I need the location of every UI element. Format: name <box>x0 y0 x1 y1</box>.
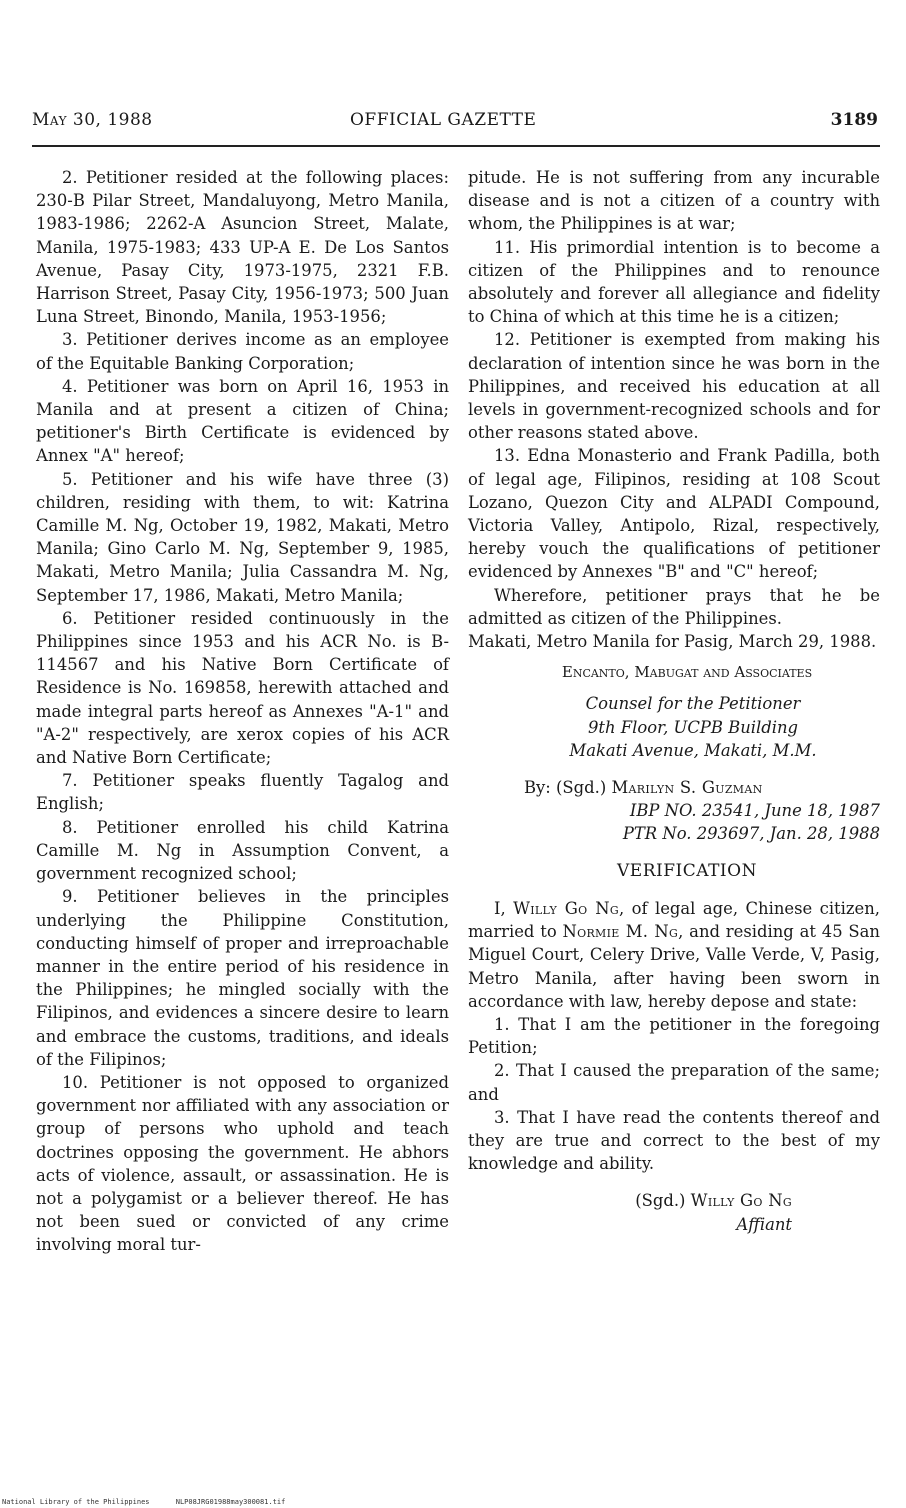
counsel-address-line: Makati Avenue, Makati, M.M. <box>569 740 817 760</box>
verification-title: VERIFICATION <box>617 860 757 881</box>
paragraph-3: 3. Petitioner derives income as an employee of the Equitable Banking Corporation; <box>36 330 449 373</box>
paragraph-2: 2. Petitioner resided at the following places: 230-B Pilar Street, Mandaluyong, Metro Manila, 1983-1986; 2262-A Asuncion Street, Malate, Manila, 1975-1983; 433 UP-A E. De Los Santos Avenue, Pasay City, 1973-1975, 2321 F.B. Harrison Street, Pasay City, 1956-1973; 500 Juan Luna Street, Binondo, Manila, 1953-1956; <box>36 168 449 327</box>
page-header <box>32 110 878 134</box>
sig-label: (Sgd.) <box>635 1191 686 1211</box>
paragraph-8: 8. Petitioner enrolled his child Katrina Camille M. Ng in Assumption Convent, a government recognized school; <box>36 817 449 884</box>
paragraph-10: 10. Petitioner is not opposed to organized government nor affiliated with any association or group of persons who uphold and teach doctrines opposing the government. He abhors acts of violence, assault, or assassination. He is not a polygamist or a believer thereof. He has not been sued or convicted of any crime involving moral tur- <box>36 1072 449 1255</box>
sig-name: Willy Go Ng <box>690 1191 792 1211</box>
right-column <box>468 166 880 1236</box>
affiant-signature <box>468 1189 880 1235</box>
paragraph-11: 11. His primordial intention is to become a citizen of the Philippines and to renounce absolutely and forever all allegiance and fidelity to China of which at this time he is a citizen; <box>468 237 880 327</box>
paragraph-7: 7. Petitioner speaks fluently Tagalog and English; <box>36 771 449 814</box>
sig-title: Affiant <box>736 1214 792 1234</box>
paragraph-6: 6. Petitioner resided continuously in the Philippines since 1953 and his ACR No. is B-114567 and his Native Born Certificate of Residence is No. 169858, herewith attached and made integral parts hereof as Annexes "A-1" and "A-2" respectively, are xerox copies of his ACR and Native Born Certificate; <box>36 608 449 768</box>
verification-item-1: 1. That I am the petitioner in the foregoing Petition; <box>468 1014 880 1058</box>
paragraph-12: 12. Petitioner is exempted from making his declaration of intention since he was born in the Philippines, and received his education at all levels in government-recognized schools and for other reasons stated above. <box>468 330 880 443</box>
paragraph-5: 5. Petitioner and his wife have three (3) children, residing with them, to wit: Katrina Camille M. Ng, October 19, 1982, Makati, Metro Manila; Gino Carlo M. Ng, September 9, 1985, Makati, Metro Manila; Julia Cassandra M. Ng, September 17, 1986, Makati, Metro Manila; <box>36 469 449 605</box>
law-firm: Encanto, Mabugat and Associates <box>561 663 813 682</box>
verification-intro-text: , and residing at 45 San Miguel Court, Celery Drive, Valle Verde, V, Pasig, Metro Manila, after having been sworn in accordance with law, hereby depose and state: <box>468 922 880 1011</box>
paragraph-4: 4. Petitioner was born on April 16, 1953 in Manila and at present a citizen of China; petitioner's Birth Certificate is evidenced by Annex "A" hereof; <box>36 376 449 466</box>
footer-file: NLP08JRG01988may300081.tif <box>175 1498 286 1506</box>
verification-intro-text: , of legal age, Chinese citizen, married to <box>468 898 880 942</box>
page-number: 3189 <box>830 110 878 130</box>
by-signature-block <box>524 776 880 846</box>
spouse-name: Normie M. Ng <box>562 922 679 942</box>
left-column <box>36 166 449 1257</box>
paragraph-9: 9. Petitioner believes in the principles underlying the Philippine Constitution, conducting himself of proper and irreproachable manner in the entire period of his residence in the Philippines; he mingled socially with the Filipinos, and evidences a sincere desire to learn and embrace the customs, traditions, and ideals of the Filipinos; <box>36 887 449 1069</box>
counsel-line: Counsel for the Petitioner <box>585 694 801 714</box>
counsel-block <box>506 692 880 762</box>
by-label: By: (Sgd.) <box>524 778 607 798</box>
counsel-address-line: 9th Floor, UCPB Building <box>587 717 799 737</box>
scan-footer <box>2 1498 307 1506</box>
footer-library: National Library of the Philippines <box>2 1498 150 1506</box>
paragraph-13: 13. Edna Monasterio and Frank Padilla, both of legal age, Filipinos, residing at 108 Scout Lozano, Quezon City and ALPADI Compound, Victoria Valley, Antipolo, Rizal, respectively, hereby vouch the qualifications of petitioner evidenced by Annexes "B" and "C" hereof; <box>468 446 880 582</box>
header-rule <box>32 145 880 147</box>
place-date: Makati, Metro Manila for Pasig, March 29, 1988. <box>468 632 877 652</box>
verification-item-3: 3. That I have read the contents thereof and they are true and correct to the best of my knowledge and ability. <box>468 1107 880 1174</box>
paragraph-10-continued: pitude. He is not suffering from any incurable disease and is not a citizen of a country with whom, the Philippines is at war; <box>468 168 880 234</box>
ptr-number: PTR No. 293697, Jan. 28, 1988 <box>622 824 880 844</box>
counsel-name: Marilyn S. Guzman <box>611 778 763 798</box>
affiant-name: Willy Go Ng <box>513 898 619 918</box>
header-title: OFFICIAL GAZETTE <box>350 110 537 130</box>
ibp-number: IBP NO. 23541, June 18, 1987 <box>629 801 880 821</box>
verification-intro-text: I, <box>494 898 506 918</box>
verification-intro <box>468 897 880 1013</box>
verification-item-2: 2. That I caused the preparation of the same; and <box>468 1061 880 1104</box>
header-date: May 30, 1988 <box>32 110 153 130</box>
prayer: Wherefore, petitioner prays that he be admitted as citizen of the Philippines. <box>468 585 880 628</box>
